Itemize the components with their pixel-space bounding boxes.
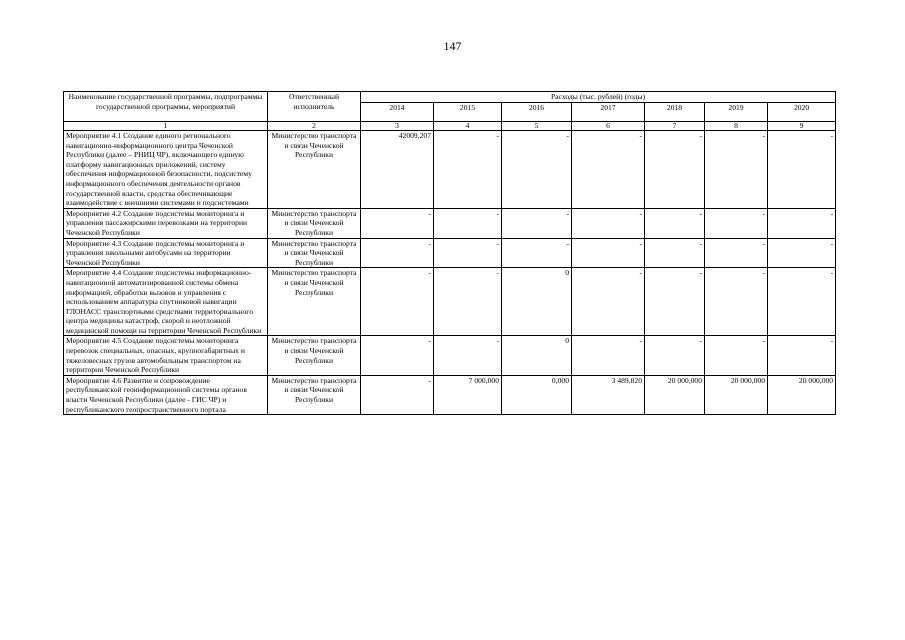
expense-cell: 7 000,000: [434, 375, 502, 414]
expense-cell: -: [361, 208, 434, 238]
expense-cell: -: [361, 336, 434, 375]
expense-cell: -: [705, 336, 768, 375]
expense-cell: 0: [502, 336, 572, 375]
responsible-executor: Министерство транспорта и связи Чеченской Республики: [268, 268, 361, 336]
expense-cell: -: [502, 208, 572, 238]
expense-cell: -: [768, 208, 836, 238]
expense-cell: 3 489,820: [572, 375, 645, 414]
table-row: [64, 336, 836, 375]
activity-name: Мероприятие 4.5 Создание подсистемы мониторинга перевозок специальных, опасных, крупногабаритных и тяжеловесных грузов автомобильным транспортом на территории Чеченской Республики: [64, 336, 268, 375]
table-row: [64, 268, 836, 336]
expense-cell: -: [502, 131, 572, 209]
expense-cell: -: [434, 336, 502, 375]
expense-cell: -: [572, 238, 645, 268]
expense-cell: -: [502, 238, 572, 268]
expense-cell: -: [768, 131, 836, 209]
year-header: 2015: [434, 103, 502, 122]
table-row: [64, 131, 836, 209]
expense-cell: -: [705, 208, 768, 238]
expense-cell: -: [361, 268, 434, 336]
expense-cell: -: [572, 208, 645, 238]
expense-cell: -: [768, 268, 836, 336]
expense-cell: -: [361, 238, 434, 268]
expense-cell: -: [361, 375, 434, 414]
table-row: [64, 208, 836, 238]
expense-cell: 20 000,000: [645, 375, 705, 414]
activity-name: Мероприятие 4.2 Создание подсистемы мониторинга и управления пассажирскими перевозками на территории Чеченской Республики: [64, 208, 268, 238]
expense-cell: -: [768, 238, 836, 268]
header-row-top: [64, 92, 836, 103]
expenses-table: [63, 91, 836, 415]
expense-cell: 0: [502, 268, 572, 336]
expense-cell: -: [645, 208, 705, 238]
expense-cell: -: [572, 336, 645, 375]
year-header: 2020: [768, 103, 836, 122]
activity-name: Мероприятие 4.1 Создание единого регионального навигационно-информационного центра Чеченской Республики (далее – РНИЦ ЧР), включающего единую платформу навигационных приложений, систему обеспечения информационной безопасности, подсистему информационного обеспечения деятельности органов государственной власти, средства обеспечивающие взаимодействие с внешними системами и подсистемами: [64, 131, 268, 209]
expense-cell: -: [705, 268, 768, 336]
expense-cell: 42009,207: [361, 131, 434, 209]
expense-cell: 20 000,000: [768, 375, 836, 414]
column-index-row: [64, 122, 836, 131]
activity-name: Мероприятие 4.3 Создание подсистемы мониторинга и управления школьными автобусами на территории Чеченской Республики: [64, 238, 268, 268]
expense-cell: -: [572, 131, 645, 209]
responsible-executor: Министерство транспорта и связи Чеченской Республики: [268, 208, 361, 238]
table-row: [64, 375, 836, 414]
column-index: 6: [572, 122, 645, 131]
year-header: 2014: [361, 103, 434, 122]
expense-cell: -: [645, 131, 705, 209]
expense-cell: -: [434, 131, 502, 209]
column-index: 4: [434, 122, 502, 131]
year-header: 2016: [502, 103, 572, 122]
expense-cell: 0,000: [502, 375, 572, 414]
expense-cell: -: [434, 208, 502, 238]
expense-cell: -: [434, 268, 502, 336]
responsible-executor: Министерство транспорта и связи Чеченской Республики: [268, 131, 361, 209]
expense-cell: -: [645, 238, 705, 268]
year-header: 2017: [572, 103, 645, 122]
expense-cell: -: [434, 238, 502, 268]
activity-name: Мероприятие 4.4 Создание подсистемы информационно-навигационной автоматизированной системы обмена информацией, обработки вызовов и управления с использованием аппаратуры спутниковой навигации ГЛОНАСС транспортными средствами территориального центра медицины катастроф, скорой и неотложной медицинской помощи на территории Чеченской Республики: [64, 268, 268, 336]
expense-cell: -: [705, 238, 768, 268]
column-index: 8: [705, 122, 768, 131]
responsible-executor: Министерство транспорта и связи Чеченской Республики: [268, 375, 361, 414]
expense-cell: -: [572, 268, 645, 336]
column-header-expenses: Расходы (тыс. рублей) (годы): [361, 92, 836, 103]
expense-cell: -: [768, 336, 836, 375]
expense-cell: -: [645, 336, 705, 375]
responsible-executor: Министерство транспорта и связи Чеченской Республики: [268, 238, 361, 268]
column-header-executor: Ответственный исполнитель: [268, 92, 361, 122]
responsible-executor: Министерство транспорта и связи Чеченской Республики: [268, 336, 361, 375]
year-header: 2018: [645, 103, 705, 122]
column-index: 9: [768, 122, 836, 131]
expense-cell: 20 000,000: [705, 375, 768, 414]
table-row: [64, 238, 836, 268]
page-number: 147: [443, 39, 462, 53]
column-index: 3: [361, 122, 434, 131]
column-header-name: Наименование государственной программы, подпрограммы государственной программы, мероприятий: [64, 92, 268, 122]
column-index: 2: [268, 122, 361, 131]
year-header: 2019: [705, 103, 768, 122]
expense-cell: -: [705, 131, 768, 209]
activity-name: Мероприятие 4.6 Развитие и сопровождение республиканской геоинформационной системы органов власти Чеченской Республики (далее - ГИС ЧР) и республиканского геопространственного портала: [64, 375, 268, 414]
column-index: 1: [64, 122, 268, 131]
column-index: 7: [645, 122, 705, 131]
expense-cell: -: [645, 268, 705, 336]
column-index: 5: [502, 122, 572, 131]
